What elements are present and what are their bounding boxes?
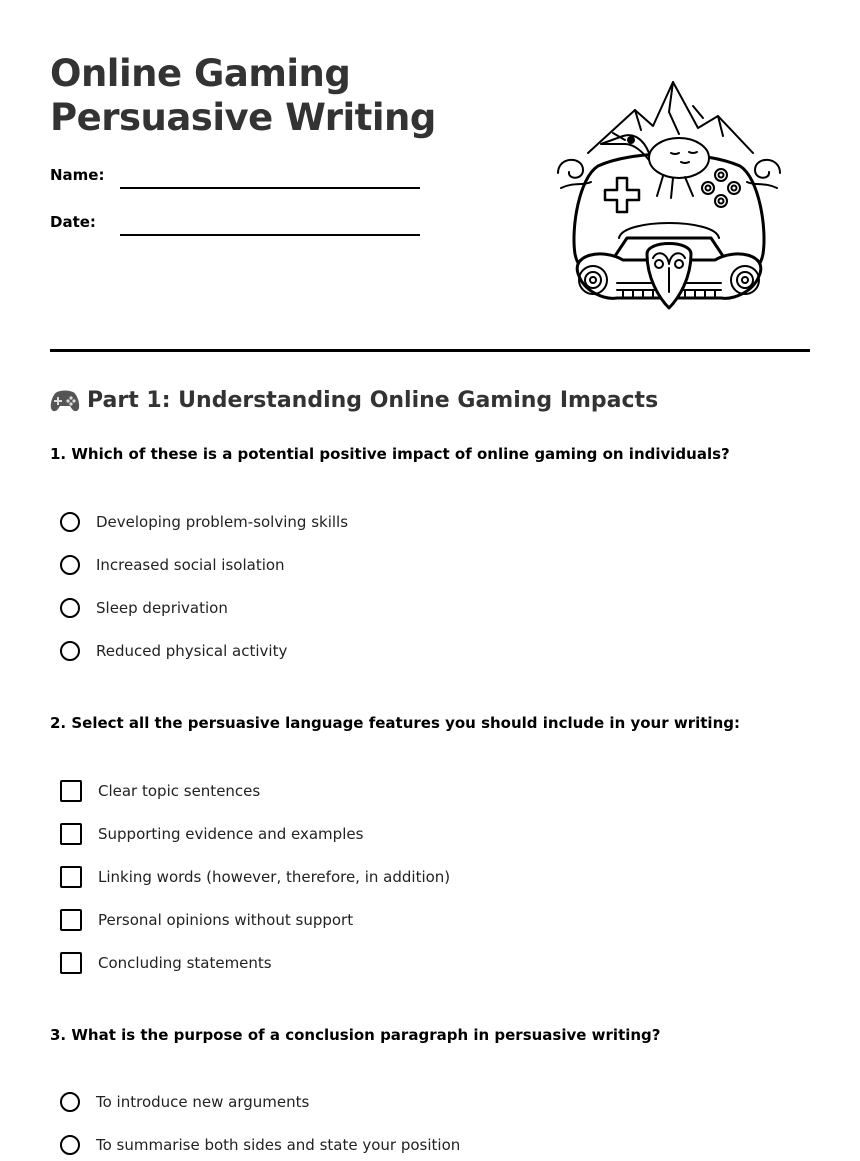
- radio-button[interactable]: [60, 1092, 80, 1112]
- option-label: Personal opinions without support: [98, 911, 354, 929]
- option-label: Developing problem-solving skills: [96, 513, 349, 531]
- checkbox[interactable]: [60, 866, 82, 888]
- question-2: 2. Select all the persuasive language features you should include in your writing:: [50, 714, 740, 732]
- option-label: To summarise both sides and state your position: [96, 1136, 461, 1154]
- q2-option-2[interactable]: [60, 821, 363, 847]
- option-label: To introduce new arguments: [96, 1093, 310, 1111]
- option-label: Concluding statements: [98, 954, 272, 972]
- question-3: 3. What is the purpose of a conclusion paragraph in persuasive writing?: [50, 1026, 661, 1044]
- checkbox[interactable]: [60, 823, 82, 845]
- name-label: Name:: [50, 166, 105, 184]
- option-label: Sleep deprivation: [96, 599, 228, 617]
- radio-button[interactable]: [60, 1135, 80, 1155]
- checkbox[interactable]: [60, 909, 82, 931]
- section-title: Part 1: Understanding Online Gaming Impacts: [87, 388, 659, 413]
- q1-option-1[interactable]: [60, 509, 348, 535]
- option-label: Supporting evidence and examples: [98, 825, 364, 843]
- title-line-1: Online Gaming: [50, 52, 351, 95]
- game-controller-icon: [50, 389, 80, 413]
- date-label: Date:: [50, 213, 96, 231]
- title-line-2: Persuasive Writing: [50, 96, 436, 139]
- q2-option-4[interactable]: [60, 907, 353, 933]
- section-heading: [50, 388, 658, 413]
- section-divider: [50, 349, 810, 352]
- q2-option-3[interactable]: [60, 864, 450, 890]
- q2-option-1[interactable]: [60, 778, 260, 804]
- option-label: Reduced physical activity: [96, 642, 288, 660]
- q3-option-2[interactable]: [60, 1132, 460, 1158]
- q3-option-1[interactable]: [60, 1089, 309, 1115]
- checkbox[interactable]: [60, 952, 82, 974]
- radio-button[interactable]: [60, 512, 80, 532]
- q1-option-3[interactable]: [60, 595, 228, 621]
- q2-option-5[interactable]: [60, 950, 272, 976]
- q1-option-4[interactable]: [60, 638, 287, 664]
- worksheet-title: [50, 52, 436, 140]
- radio-button[interactable]: [60, 641, 80, 661]
- name-field[interactable]: [120, 187, 420, 189]
- option-label: Increased social isolation: [96, 556, 285, 574]
- question-1: 1. Which of these is a potential positive impact of online gaming on individuals?: [50, 445, 730, 463]
- q1-option-2[interactable]: [60, 552, 285, 578]
- radio-button[interactable]: [60, 598, 80, 618]
- checkbox[interactable]: [60, 780, 82, 802]
- option-label: Linking words (however, therefore, in addition): [98, 868, 451, 886]
- date-field[interactable]: [120, 234, 420, 236]
- option-label: Clear topic sentences: [98, 782, 261, 800]
- gaming-illustration-icon: [553, 78, 785, 312]
- radio-button[interactable]: [60, 555, 80, 575]
